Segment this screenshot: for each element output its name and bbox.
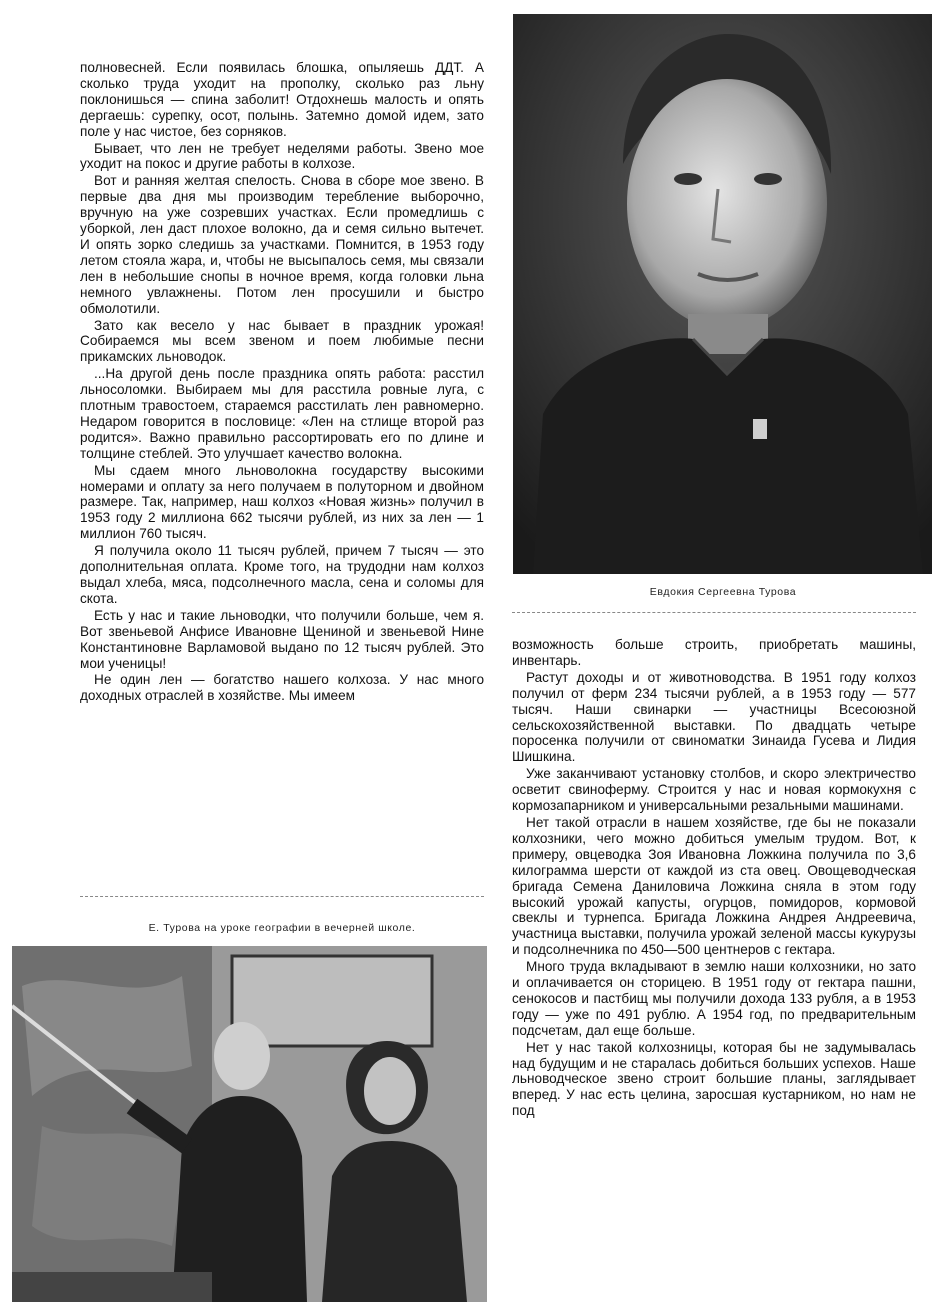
left-paragraph-5: ...На другой день после праздника опять работа: расстил льносоломки. Выбираем мы для расстила ровные луга, с плотным травостоем, стараемся расстилать лен равномерно. Недаром говорится в пословице: «Лен на стлище второй раз родится». Важно правильно рассортировать его по длине и толщине стеблей. Это улучшает качество волокна.	[80, 366, 484, 461]
left-paragraph-2: Бывает, что лен не требует неделями работы. Звено мое уходит на покос и другие работы в колхозе.	[80, 140, 484, 172]
classroom-photo	[12, 946, 487, 1302]
left-paragraph-1: полновесней. Если появилась блошка, опыляешь ДДТ. А сколько труда уходит на прополку, сколько раз льну поклонишься — спина заболит! Отдохнешь малость и опять дергаешь: сурепку, осот, полынь. Затемно домой идем, зато поле у нас чистое, без сорняков.	[80, 60, 484, 139]
left-paragraph-4: Зато как весело у нас бывает в праздник урожая! Собираемся мы всем звеном и поем любимые песни прикамских льноводок.	[80, 317, 484, 365]
right-paragraph-6: Нет у нас такой колхозницы, которая бы не задумывалась над будущим и не старалась добиться больших успехов. Наше льноводческое звено строит большие планы, заглядывает вперед. У нас есть целина, заросшая кустарником, но нам не под	[512, 1039, 916, 1119]
right-paragraph-2: Растут доходы и от животноводства. В 1951 году колхоз получил от ферм 234 тысячи рублей, а в 1953 году — 577 тысяч. Наши свинарки — участницы Всесоюзной сельскохозяйственной выставки. По двадцать четыре поросенка получили от свиноматки Зинаида Гусева и Лидия Шишкина.	[512, 669, 916, 765]
portrait-photo	[513, 14, 932, 574]
right-column	[512, 637, 916, 1120]
left-bottom-rule	[80, 896, 484, 897]
left-column	[80, 60, 484, 705]
left-paragraph-8: Есть у нас и такие льноводки, что получили больше, чем я. Вот звеньевой Анфисе Ивановне Щениной и звеньевой Нине Константиновне Варламовой выдано по 12 тысяч рублей. Это мои ученицы!	[80, 607, 484, 671]
left-paragraph-7: Я получила около 11 тысяч рублей, причем 7 тысяч — это дополнительная оплата. Кроме того, на трудодни нам колхоз выдал хлеба, мяса, подсолнечного масла, сена и соломы для скота.	[80, 543, 484, 606]
portrait-caption: Евдокия Сергеевна Турова	[649, 586, 797, 598]
portrait-rule	[512, 612, 916, 613]
right-paragraph-5: Много труда вкладывают в землю наши колхозники, но зато и оплачивается он сторицею. В 1951 году от гектара пашни, сенокосов и пастбищ мы получили дохода 133 рубля, а в 1953 году — уже по 491 рублю. А 1954 год, по предварительным подсчетам, дал еще больше.	[512, 959, 916, 1038]
left-paragraph-3: Вот и ранняя желтая спелость. Снова в сборе мое звено. В первые два дня мы производим теребление выборочно, вручную на уже созревших участках. Если промедлишь с уборкой, лен даст плохое волокно, да и семя сильно вытечет. И опять зорко следишь за участками. Помнится, в 1953 году летом стояла жара, и, чтобы не высыпалось семя, мы связали лен в небольшие снопы в ночное время, когда головки льна немного увлажнены. Потом лен просушили и быстро обмолотили.	[80, 173, 484, 316]
right-paragraph-3: Уже заканчивают установку столбов, и скоро электричество осветит свиноферму. Строится у нас и новая кормокухня с кормозапарником и универсальными резальными машинами.	[512, 766, 916, 814]
classroom-caption: Е. Турова на уроке географии в вечерней школе.	[148, 922, 416, 934]
right-paragraph-4: Нет такой отрасли в нашем хозяйстве, где бы не показали колхозники, чего можно добиться умелым трудом. Вот, к примеру, овцеводка Зоя Ивановна Ложкина получила по 3,6 килограмма шерсти от каждой из ста овец. Овощеводческая бригада Семена Даниловича Ложкина сняла в этом году высокий урожай капусты, огурцов, помидоров, кормовой свеклы и турнепса. Бригада Ложкина Андрея Андреевича, участница выставки, получила урожай зеленой массы кукурузы и подсолнечника по 450—500 центнеров с гектара.	[512, 814, 916, 958]
left-paragraph-6: Мы сдаем много льноволокна государству высокими номерами и оплату за него получаем в полуторном и двойном размере. Так, например, наш колхоз «Новая жизнь» получил в 1953 году 2 миллиона 662 тысячи рублей, из них за лен — 1 миллион 760 тысяч.	[80, 462, 484, 542]
left-paragraph-9: Не один лен — богатство нашего колхоза. У нас много доходных отраслей в хозяйстве. Мы имеем	[80, 672, 484, 704]
right-paragraph-1: возможность больше строить, приобретать машины, инвентарь.	[512, 637, 916, 668]
